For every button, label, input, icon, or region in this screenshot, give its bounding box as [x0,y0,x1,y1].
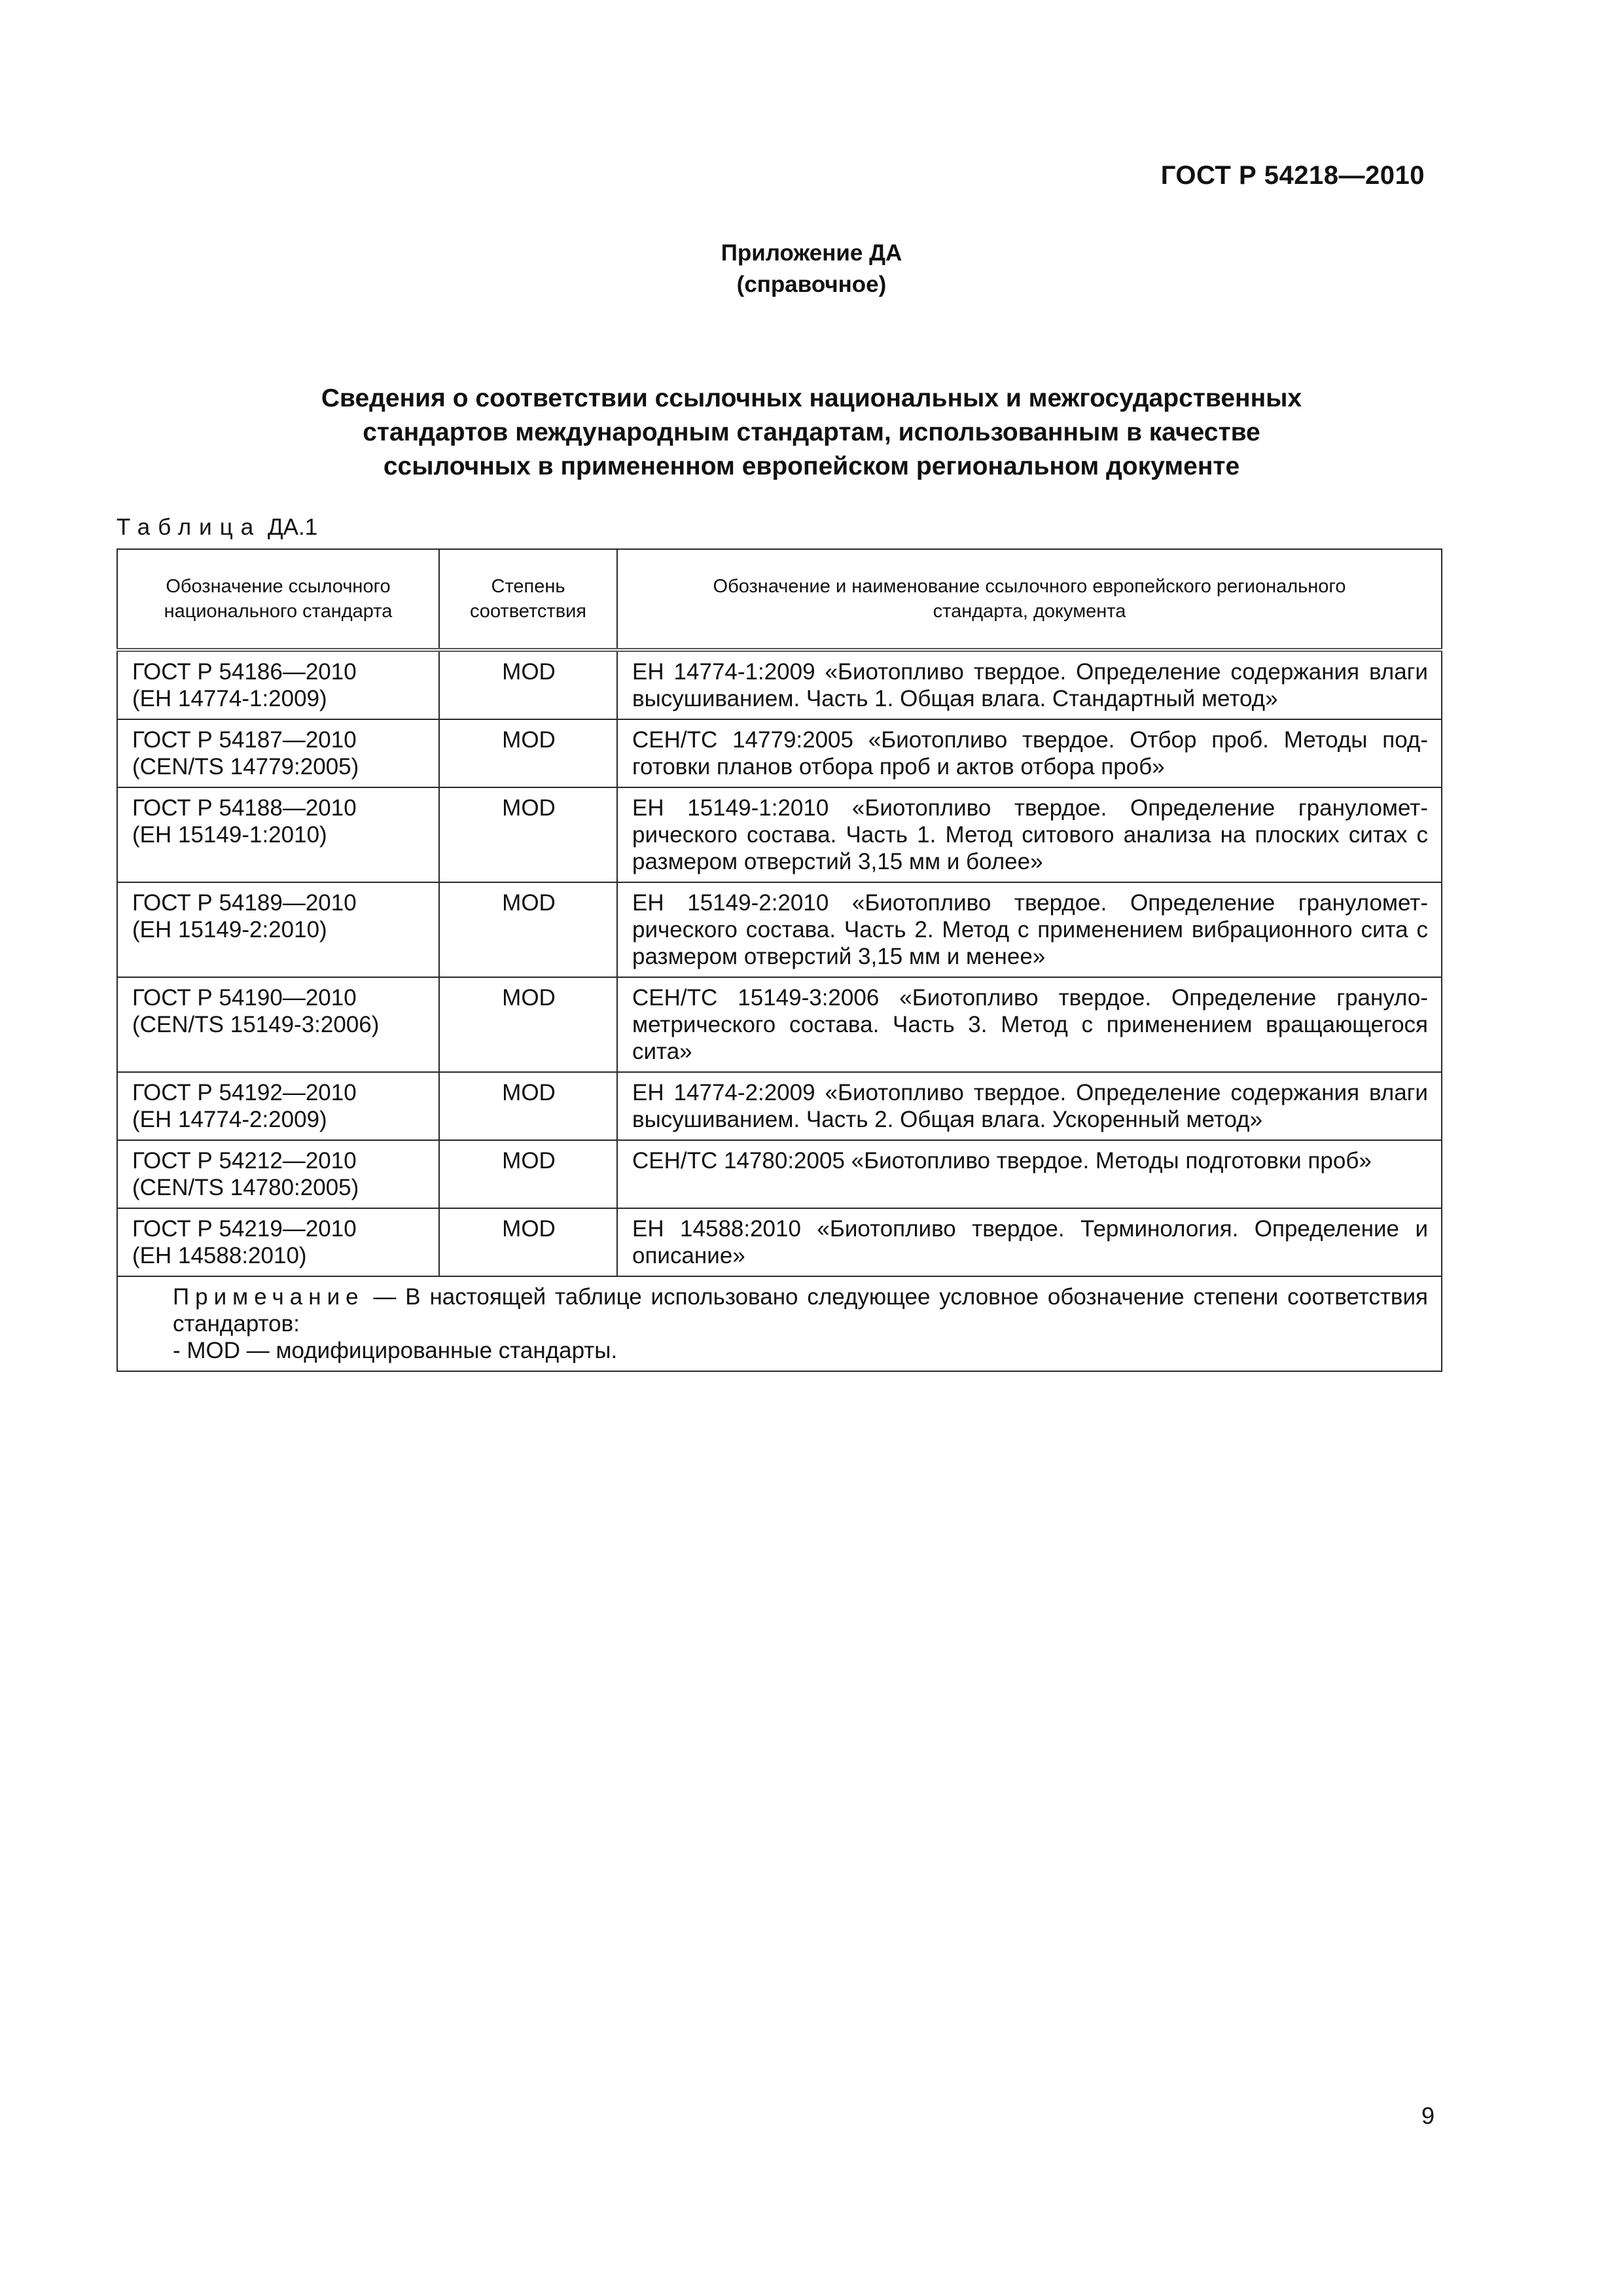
european-standard-cell: СЕН/ТС 14779:2005 «Биотопливо твердое. Отбор проб. Методы подготовки планов отбора проб и актов отбора проб» [617,719,1442,787]
table-note [117,1276,1442,1371]
table-note-row [117,1276,1442,1371]
degree-cell: MOD [439,787,617,882]
note-label: Примечание [173,1284,365,1310]
column-header-national: Обозначение ссылочного национального стандарта [117,549,439,650]
degree-cell: MOD [439,882,617,977]
degree-cell: MOD [439,650,617,719]
national-standard-cell: ГОСТ Р 54190—2010 (CEN/TS 15149-3:2006) [117,977,439,1072]
national-standard-cell: ГОСТ Р 54186—2010 (ЕН 14774-1:2009) [117,650,439,719]
national-standard-cell: ГОСТ Р 54189—2010 (ЕН 15149-2:2010) [117,882,439,977]
column-header-european: Обозначение и наименование ссылочного европейского регионального стандарта, документа [617,549,1442,650]
table-row [117,882,1442,977]
degree-cell: MOD [439,1208,617,1276]
note-text: — В настоящей таблице использовано следующее условное обозначение степени соответствия стандартов: [173,1284,1428,1336]
degree-cell: MOD [439,1140,617,1208]
european-standard-cell: ЕН 14588:2010 «Биотопливо твердое. Терминология. Определение и описание» [617,1208,1442,1276]
title-line: стандартов международным стандартам, использованным в качестве [363,418,1260,446]
degree-cell: MOD [439,977,617,1072]
table-row [117,719,1442,787]
degree-cell: MOD [439,1072,617,1140]
annex-subtitle: (справочное) [736,272,887,297]
european-standard-cell: ЕН 14774-2:2009 «Биотопливо твердое. Определение содержания влаги высушиванием. Часть 2. Общая влага. Ускоренный метод» [617,1072,1442,1140]
degree-cell: MOD [439,719,617,787]
european-standard-cell: ЕН 14774-1:2009 «Биотопливо твердое. Определение содержания влаги высушиванием. Часть 1. Общая влага. Стандартный метод» [617,650,1442,719]
national-standard-cell: ГОСТ Р 54192—2010 (ЕН 14774-2:2009) [117,1072,439,1140]
european-standard-cell: ЕН 15149-1:2010 «Биотопливо твердое. Определение гранулометрического состава. Часть 1. Метод ситового анализа на плоских ситах с размером отверстий 3,15 мм и более» [617,787,1442,882]
table-label [116,514,317,541]
table-row [117,787,1442,882]
note-item: - MOD — модифицированные стандарты. [173,1338,618,1363]
table-header-row [117,549,1442,650]
national-standard-cell: ГОСТ Р 54219—2010 (ЕН 14588:2010) [117,1208,439,1276]
column-header-degree: Степень соответствия [439,549,617,650]
table-row [117,1072,1442,1140]
national-standard-cell: ГОСТ Р 54188—2010 (ЕН 15149-1:2010) [117,787,439,882]
table-row [117,1140,1442,1208]
table-label-number: ДА.1 [267,514,318,540]
table-row [117,1208,1442,1276]
european-standard-cell: СЕН/ТС 15149-3:2006 «Биотопливо твердое. Определение гранулометрического состава. Часть 3. Метод с применением вращающегося сита» [617,977,1442,1072]
national-standard-cell: ГОСТ Р 54187—2010 (CEN/TS 14779:2005) [117,719,439,787]
table-row [117,650,1442,719]
table-label-word: Таблица [116,514,262,540]
standards-table [116,548,1442,1372]
european-standard-cell: СЕН/ТС 14780:2005 «Биотопливо твердое. Методы подготовки проб» [617,1140,1442,1208]
page-number: 9 [1421,2102,1435,2129]
title-line: Сведения о соответствии ссылочных национальных и межгосударственных [321,384,1302,412]
title-line: ссылочных в примененном европейском региональном документе [383,452,1240,480]
document-code: ГОСТ Р 54218—2010 [1160,161,1425,190]
european-standard-cell: ЕН 15149-2:2010 «Биотопливо твердое. Определение гранулометрического состава. Часть 2. Метод с применением вибрационного сита с размером отверстий 3,15 мм и менее» [617,882,1442,977]
annex-title: Приложение ДА [721,240,902,266]
table-row [117,977,1442,1072]
annex-heading [0,238,1623,300]
national-standard-cell: ГОСТ Р 54212—2010 (CEN/TS 14780:2005) [117,1140,439,1208]
document-title [170,382,1453,484]
